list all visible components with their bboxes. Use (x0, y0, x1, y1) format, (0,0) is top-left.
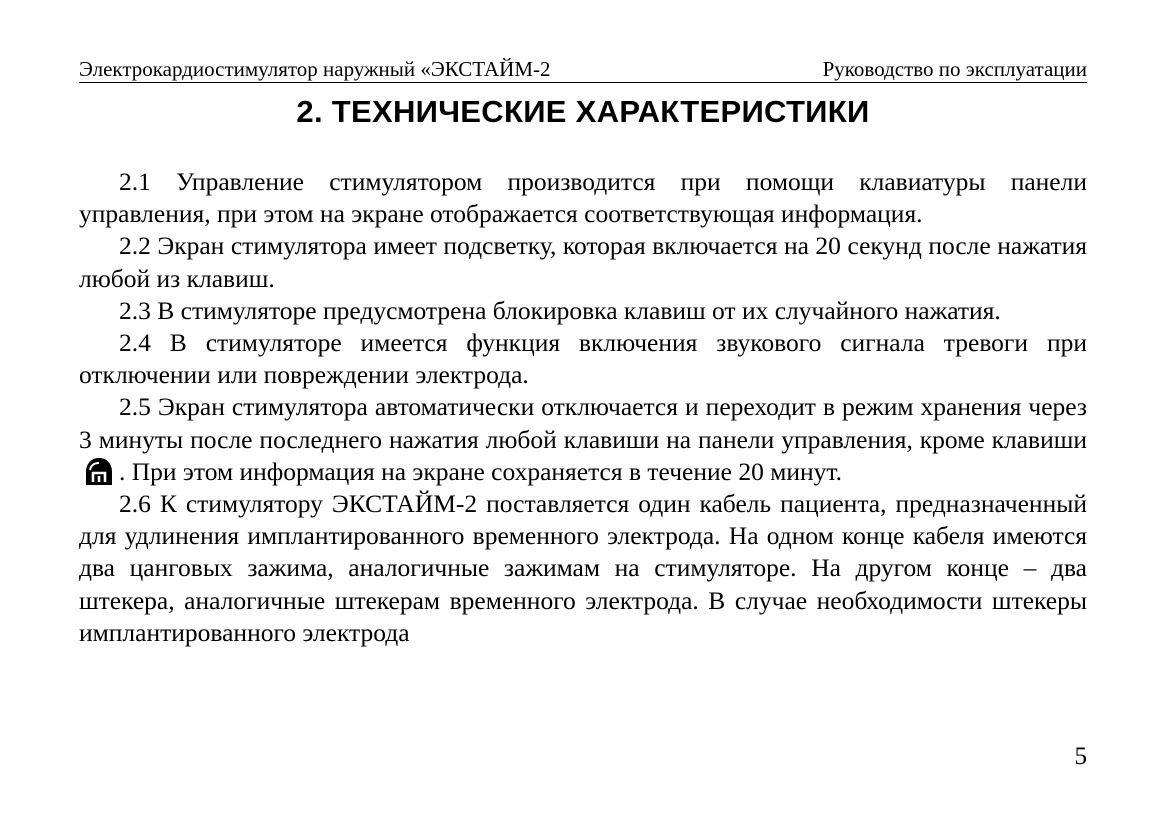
section-title: 2. ТЕХНИЧЕСКИЕ ХАРАКТЕРИСТИКИ (296, 94, 870, 129)
paragraph-2-1: 2.1 Управление стимулятором производится при помощи клавиатуры панели управления, при этом на экране отображается соответствующая информация. (79, 167, 1087, 229)
header-document-title: Электрокардиостимулятор наружный «ЭКСТАЙМ-2 (79, 57, 551, 81)
running-header (79, 56, 1087, 83)
paragraph-2-5-text-start: 2.5 Экран стимулятора автоматически отключается и переходит в режим хранения через 3 минуты после последнего нажатия любой клавиши на панели управления, кроме клавиши (79, 392, 1087, 454)
paragraph-2-3: 2.3 В стимуляторе предусмотрена блокировка клавиш от их случайного нажатия. (119, 295, 1001, 325)
header-document-type: Руководство по эксплуатации (822, 57, 1087, 81)
paragraph-2-2: 2.2 Экран стимулятора имеет подсветку, которая включается на 20 секунд после нажатия любой из клавиш. (79, 231, 1087, 293)
document-page (79, 0, 1087, 827)
power-key-icon (81, 456, 117, 486)
paragraph-2-5 (79, 391, 1087, 488)
page-number: 5 (1074, 743, 1087, 770)
body-text (79, 166, 1087, 649)
paragraph-2-4: 2.4 В стимуляторе имеется функция включения звукового сигнала тревоги при отключении или повреждении электрода. (79, 328, 1087, 390)
paragraph-2-6: 2.6 К стимулятору ЭКСТАЙМ-2 поставляется один кабель пациента, предназначенный для удлинения имплантированного временного электрода. На одном конце кабеля имеются два цанговых зажима, аналогичные зажимам на стимуляторе. На другом конце – два штекера, аналогичные штекерам временного электрода. В случае необходимости штекеры имплантированного электрода (79, 489, 1087, 647)
paragraph-2-5-text-end: . При этом информация на экране сохраняется в течение 20 минут. (119, 456, 843, 486)
